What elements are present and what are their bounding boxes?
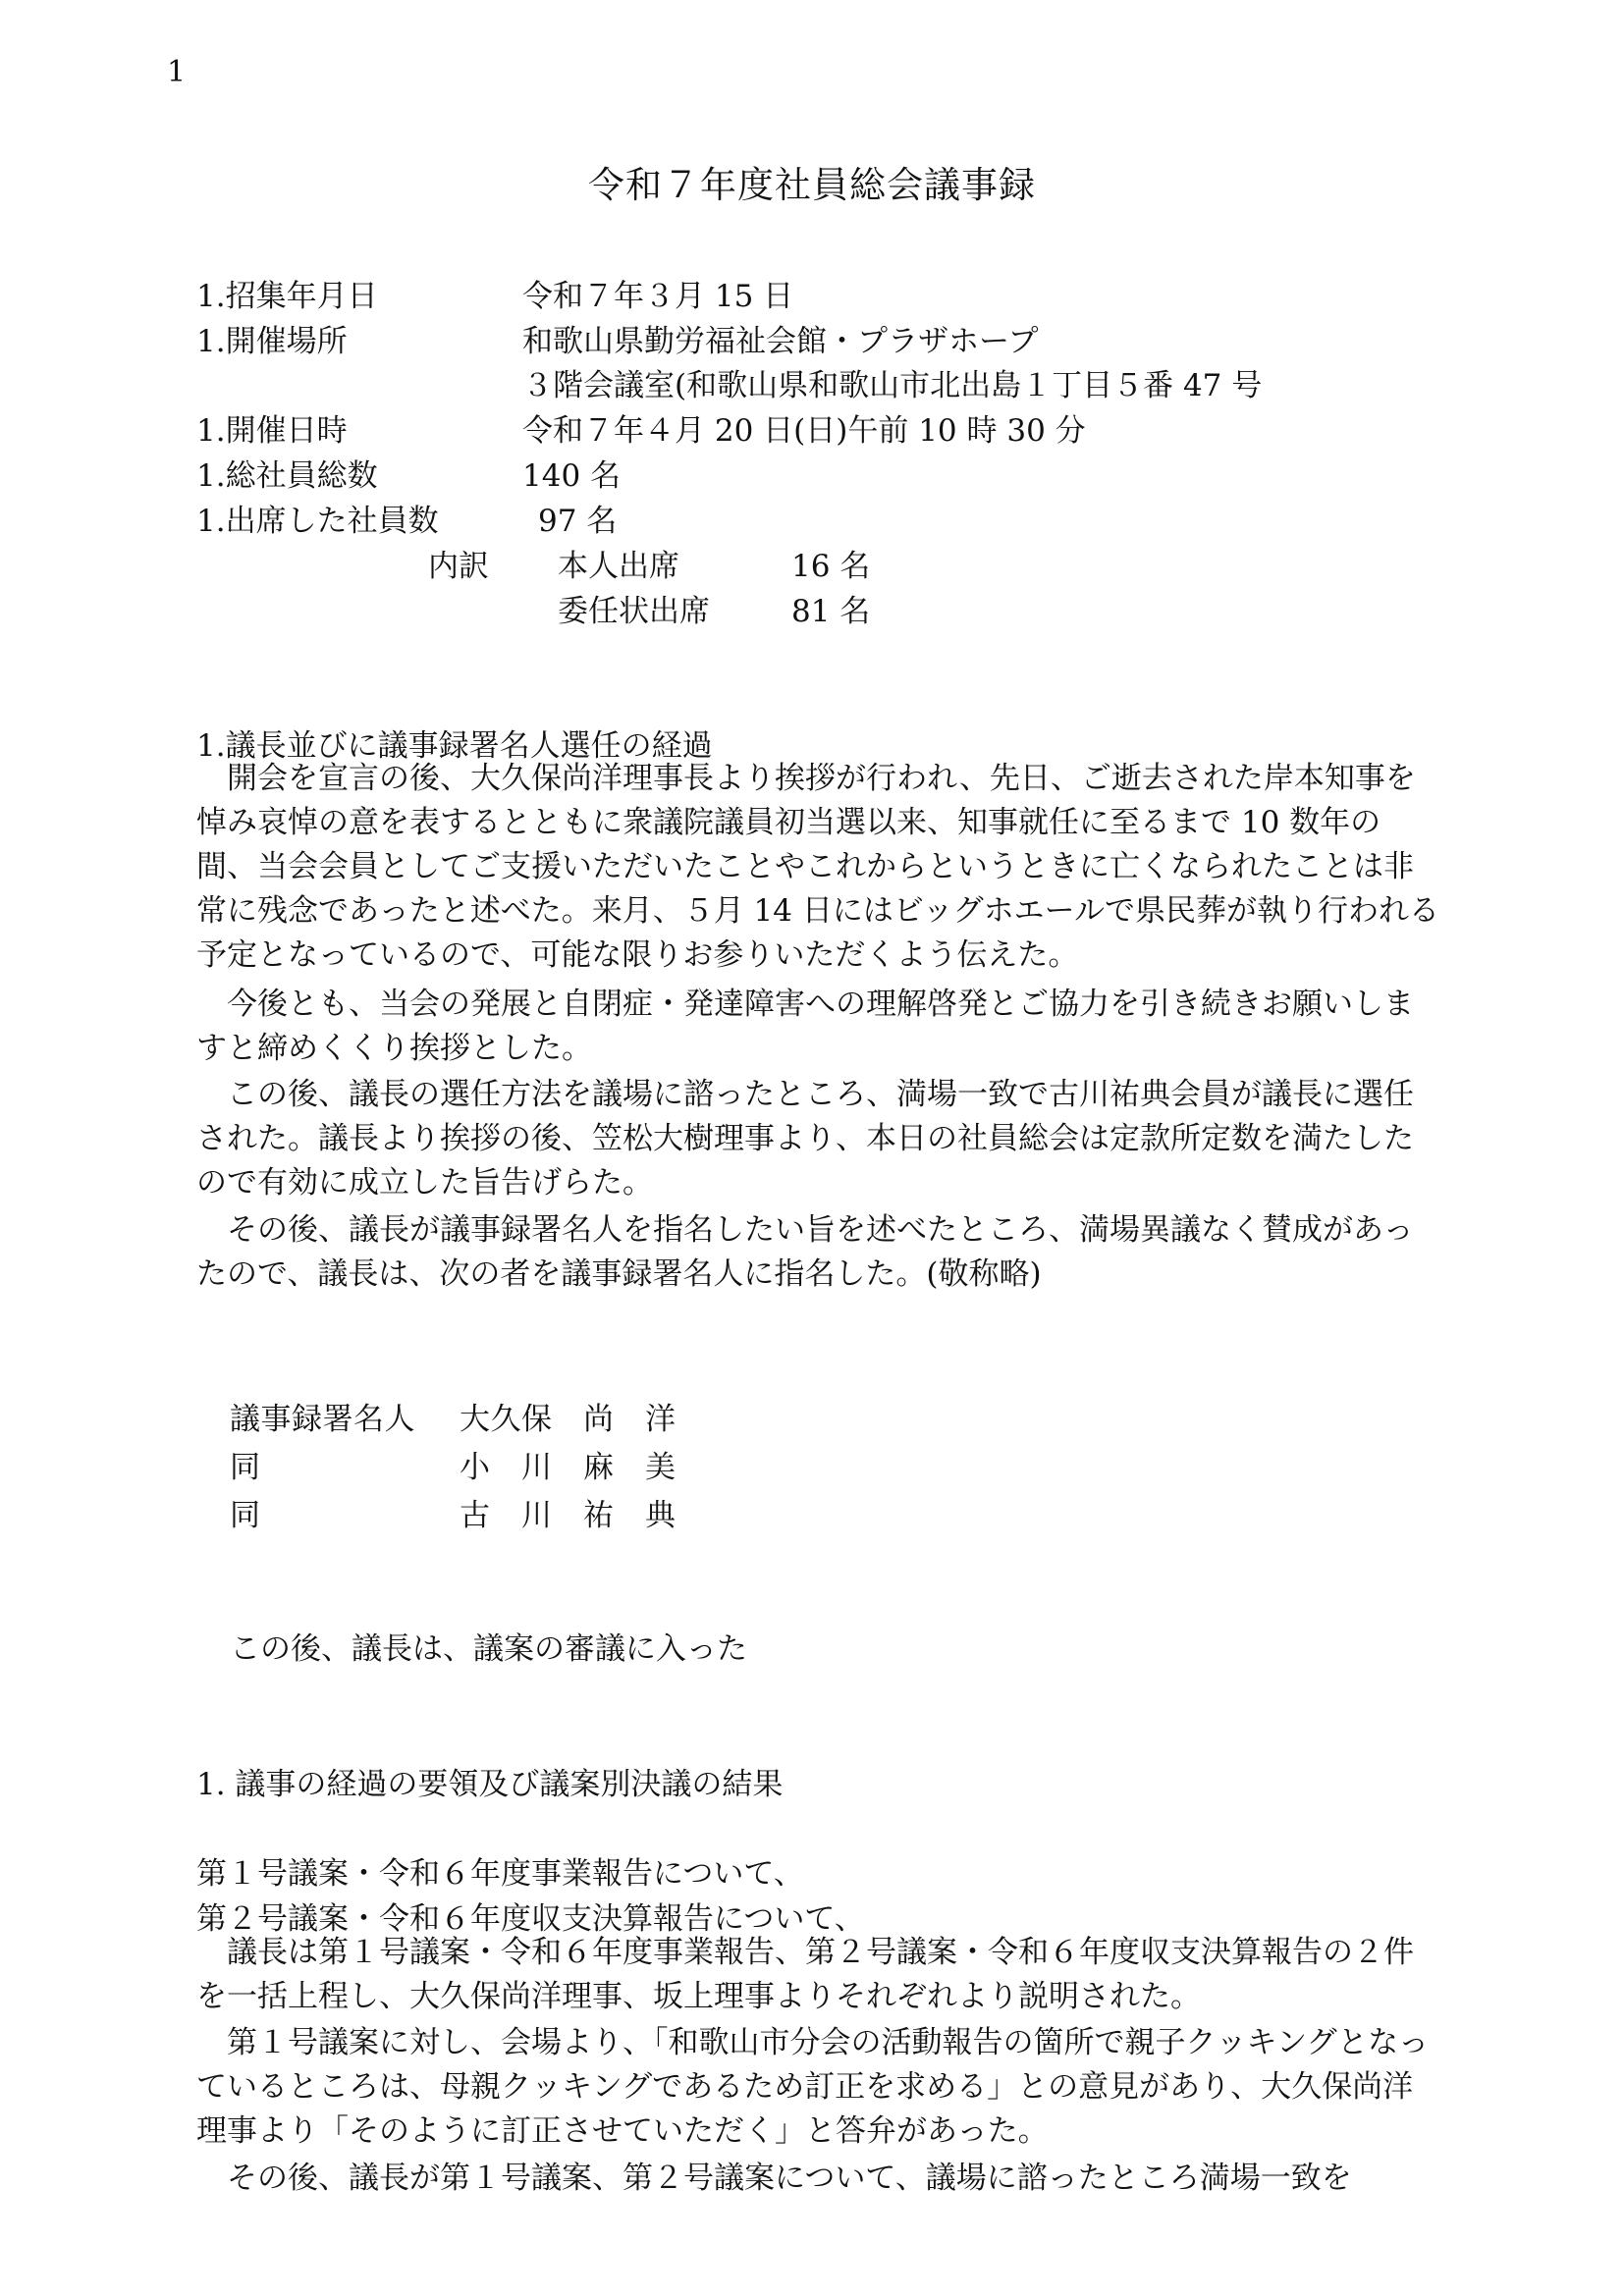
agenda-item-2: 第２号議案・令和６年度収支決算報告について、 — [196, 1901, 865, 1937]
signer-name: 古 川 祐 典 — [460, 1498, 677, 1533]
venue-value-line1: 和歌山県勤労福祉会館・プラザホープ — [522, 324, 1039, 359]
date-called-label: 1.招集年月日 — [196, 279, 378, 314]
signer-role: 同 — [230, 1450, 261, 1485]
section1-paragraph-1: 開会を宣言の後、大久保尚洋理事長より挨拶が行われ、先日、ご逝去された岸本知事を悼み哀悼の意を表するとともに衆議院議員初当選以来、知事就任に至るまで 10 数年の間、当会会員としてご支援いただいたことやこれからというときに亡くなられたことは非常に残念であったと述べた。来月、５月 14 日にはビッグホエールで県民葬が執り行われる予定となっているので、可能な限りお参りいただくよう伝えた。 — [196, 761, 1439, 973]
section2-paragraph-2: 第１号議案に対し、会場より、「和歌山市分会の活動報告の箇所で親子クッキングとなっているところは、母親クッキングであるため訂正を求める」との意見があり、大久保尚洋理事より「そのように訂正させていただく」と答弁があった。 — [196, 2025, 1430, 2149]
section1-closing: この後、議長は、議案の審議に入った — [230, 1631, 747, 1667]
section2-heading: 1. 議事の経過の要領及び議案別決議の結果 — [196, 1767, 784, 1802]
agenda-item-1: 第１号議案・令和６年度事業報告について、 — [196, 1856, 804, 1892]
section1-heading: 1.議長並びに議事録署名人選任の経過 — [196, 728, 713, 764]
total-members-label: 1.総社員総数 — [196, 458, 378, 494]
signer-name: 小 川 麻 美 — [460, 1450, 677, 1485]
datetime-value: 令和７年４月 20 日(日)午前 10 時 30 分 — [522, 413, 1086, 449]
page-number: 1 — [167, 55, 187, 89]
proxy-label: 委任状出席 — [558, 594, 710, 629]
section2-paragraph-1: 議長は第１号議案・令和６年度事業報告、第２号議案・令和６年度収支決算報告の２件を一括上程し、大久保尚洋理事、坂上理事よりそれぞれより説明された。 — [196, 1935, 1414, 2014]
attended-label: 1.出席した社員数 — [196, 504, 439, 539]
signer-name: 大久保 尚 洋 — [460, 1402, 677, 1437]
in-person-value: 16 名 — [791, 549, 871, 584]
venue-value-line2: ３階会議室(和歌山県和歌山市北出島１丁目５番 47 号 — [522, 368, 1263, 403]
date-called-value: 令和７年３月 15 日 — [522, 279, 794, 314]
page-title: 令和７年度社員総会議事録 — [588, 164, 1036, 206]
signer-role: 議事録署名人 — [230, 1402, 415, 1437]
total-members-value: 140 名 — [522, 458, 622, 494]
section1-paragraph-3: この後、議長の選任方法を議場に諮ったところ、満場一致で古川祐典会員が議長に選任された。議長より挨拶の後、笠松大樹理事より、本日の社員総会は定款所定数を満たしたので有効に成立した旨告げらた。 — [196, 1077, 1414, 1201]
section1-paragraph-2: 今後とも、当会の発展と自閉症・発達障害への理解啓発とご協力を引き続きお願いしますと締めくくり挨拶とした。 — [196, 987, 1414, 1066]
signer-role: 同 — [230, 1498, 261, 1533]
section1-paragraph-4: その後、議長が議事録署名人を指名したい旨を述べたところ、満場異議なく賛成があったので、議長は、次の者を議事録署名人に指名した。(敬称略) — [196, 1212, 1414, 1292]
datetime-label: 1.開催日時 — [196, 413, 348, 449]
section2-paragraph-3: その後、議長が第１号議案、第２号議案について、議場に諮ったところ満場一致を — [227, 2161, 1352, 2196]
attended-value: 97 名 — [538, 504, 618, 539]
breakdown-label: 内訳 — [428, 549, 489, 584]
in-person-label: 本人出席 — [558, 549, 679, 584]
proxy-value: 81 名 — [791, 594, 871, 629]
venue-label: 1.開催場所 — [196, 324, 348, 359]
